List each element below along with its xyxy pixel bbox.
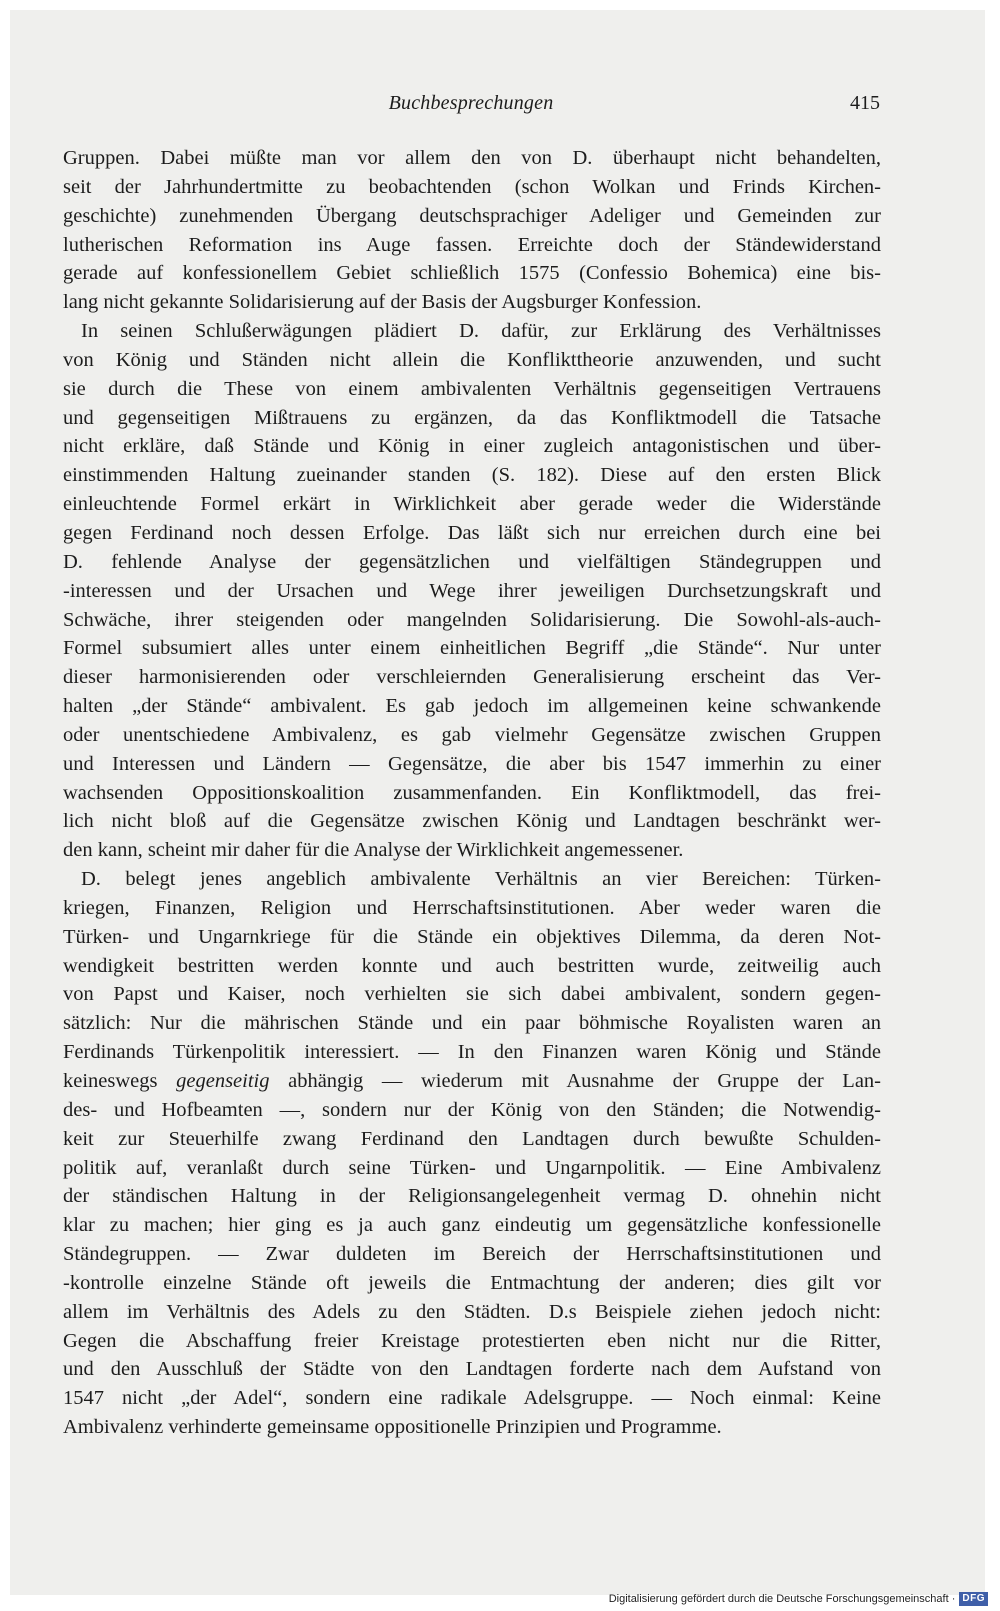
body-text — [63, 144, 881, 1442]
text-line: D. fehlende Analyse der gegensätzlichen und vielfältigen Ständegruppen und — [63, 550, 881, 573]
page-number: 415 — [850, 92, 880, 114]
emphasized-word: gegenseitig — [176, 1070, 270, 1092]
text-line: sie durch die These von einem ambivalenten Verhältnis gegenseitigen Vertrauens — [63, 377, 881, 400]
text-line: und den Ausschluß der Städte von den Landtagen forderte nach dem Aufstand von — [63, 1358, 881, 1381]
text-line: wachsenden Oppositionskoalition zusammenfanden. Ein Konfliktmodell, das frei- — [63, 781, 881, 804]
text-line: Türken- und Ungarnkriege für die Stände ein objektives Dilemma, da deren Not- — [63, 925, 881, 948]
text-line: Ferdinands Türkenpolitik interessiert. — In den Finanzen waren König und Stände — [63, 1041, 881, 1064]
text-line: allem im Verhältnis des Adels zu den Städten. D.s Beispiele ziehen jedoch nicht: — [63, 1300, 881, 1323]
text-line: keit zur Steuerhilfe zwang Ferdinand den Landtagen durch bewußte Schulden- — [63, 1127, 881, 1150]
text-line: Formel subsumiert alles unter einem einheitlichen Begriff „die Stände“. Nur unter — [63, 637, 881, 660]
text-line: Gruppen. Dabei müßte man vor allem den von D. überhaupt nicht behandelten, — [63, 147, 881, 169]
text-line: 1547 nicht „der Adel“, sondern eine radikale Adelsgruppe. — Noch einmal: Keine — [63, 1387, 881, 1410]
text-line: dieser harmonisierenden oder verschleiernden Generalisierung erscheint das Ver- — [63, 666, 881, 689]
text-line: und gegenseitigen Mißtrauens zu ergänzen, da das Konfliktmodell die Tatsache — [63, 406, 881, 429]
text-line: D. belegt jenes angeblich ambivalente Verhältnis an vier Bereichen: Türken- — [81, 868, 881, 891]
text-line: -interessen und der Ursachen und Wege ihrer jeweiligen Durchsetzungskraft und — [63, 579, 881, 602]
text-line: seit der Jahrhundertmitte zu beobachtenden (schon Wolkan und Frinds Kirchen- — [63, 175, 881, 198]
text-line: oder unentschiedene Ambivalenz, es gab vielmehr Gegensätze zwischen Gruppen — [63, 723, 881, 746]
text-line: lutherischen Reformation ins Auge fassen. Erreichte doch der Ständewiderstand — [63, 233, 881, 256]
text-line: sätzlich: Nur die mährischen Stände und ein paar böhmische Royalisten waren an — [63, 1012, 881, 1035]
text-line: klar zu machen; hier ging es ja auch ganz eindeutig um gegensätzliche konfessionelle — [63, 1214, 881, 1237]
text-line: kriegen, Finanzen, Religion und Herrschaftsinstitutionen. Aber weder waren die — [63, 896, 881, 919]
text-line: Schwäche, ihrer steigenden oder mangelnden Solidarisierung. Die Sowohl-als-auch- — [63, 608, 881, 631]
text-line: politik auf, veranlaßt durch seine Türken- und Ungarnpolitik. — Eine Ambivalenz — [63, 1156, 881, 1179]
text-line: lich nicht bloß auf die Gegensätze zwischen König und Landtagen beschränkt wer- — [63, 810, 881, 833]
dfg-logo-icon: DFG — [959, 1592, 988, 1606]
text-line: Gegen die Abschaffung freier Kreistage protestierten eben nicht nur die Ritter, — [63, 1329, 881, 1352]
text-line: den kann, scheint mir daher für die Analyse der Wirklichkeit angemessener. — [63, 839, 684, 862]
text-line: und Interessen und Ländern — Gegensätze, die aber bis 1547 immerhin zu einer — [63, 752, 881, 775]
text-line: von König und Ständen nicht allein die Konflikttheorie anzuwenden, und sucht — [63, 348, 881, 371]
running-head — [62, 92, 880, 122]
text-line: einleuchtende Formel erkärt in Wirklichkeit aber gerade weder die Widerstände — [63, 493, 881, 516]
text-line: gegen Ferdinand noch dessen Erfolge. Das läßt sich nur erreichen durch eine bei — [63, 521, 881, 544]
text-line: Ambivalenz verhinderte gemeinsame oppositionelle Prinzipien und Programme. — [63, 1416, 722, 1439]
running-title: Buchbesprechungen — [388, 92, 554, 114]
text-line: keineswegs gegenseitig abhängig — wiederum mit Ausnahme der Gruppe der Lan- — [63, 1070, 881, 1092]
text-line: -kontrolle einzelne Stände oft jeweils die Entmachtung der anderen; dies gilt vor — [63, 1271, 881, 1294]
text-line: wendigkeit bestritten werden konnte und auch bestritten wurde, zeitweilig auch — [63, 954, 881, 977]
digitization-credit — [609, 1590, 988, 1608]
text-line: Ständegruppen. — Zwar duldeten im Bereich der Herrschaftsinstitutionen und — [63, 1243, 881, 1266]
text-line: In seinen Schlußerwägungen plädiert D. dafür, zur Erklärung des Verhältnisses — [81, 320, 881, 343]
credit-text: Digitalisierung gefördert durch die Deutsche Forschungsgemeinschaft — [608, 1593, 949, 1605]
text-line: der ständischen Haltung in der Religionsangelegenheit vermag D. ohnehin nicht — [63, 1185, 881, 1208]
text-line: geschichte) zunehmenden Übergang deutschsprachiger Adeliger und Gemeinden zur — [63, 204, 881, 227]
separator-dot: · — [948, 1593, 956, 1605]
text-line: einstimmenden Haltung zueinander standen (S. 182). Diese auf den ersten Blick — [63, 464, 881, 487]
text-line: gerade auf konfessionellem Gebiet schließlich 1575 (Confessio Bohemica) eine bis- — [63, 262, 881, 285]
text-line: halten „der Stände“ ambivalent. Es gab jedoch im allgemeinen keine schwankende — [63, 695, 881, 718]
text-line: von Papst und Kaiser, noch verhielten sie sich dabei ambivalent, sondern gegen- — [63, 983, 881, 1006]
text-line: des- und Hofbeamten —, sondern nur der König von den Ständen; die Notwendig- — [63, 1098, 881, 1121]
text-line: lang nicht gekannte Solidarisierung auf der Basis der Augsburger Konfession. — [63, 291, 702, 314]
text-line: nicht erkläre, daß Stände und König in einer zugleich antagonistischen und über- — [63, 435, 881, 458]
